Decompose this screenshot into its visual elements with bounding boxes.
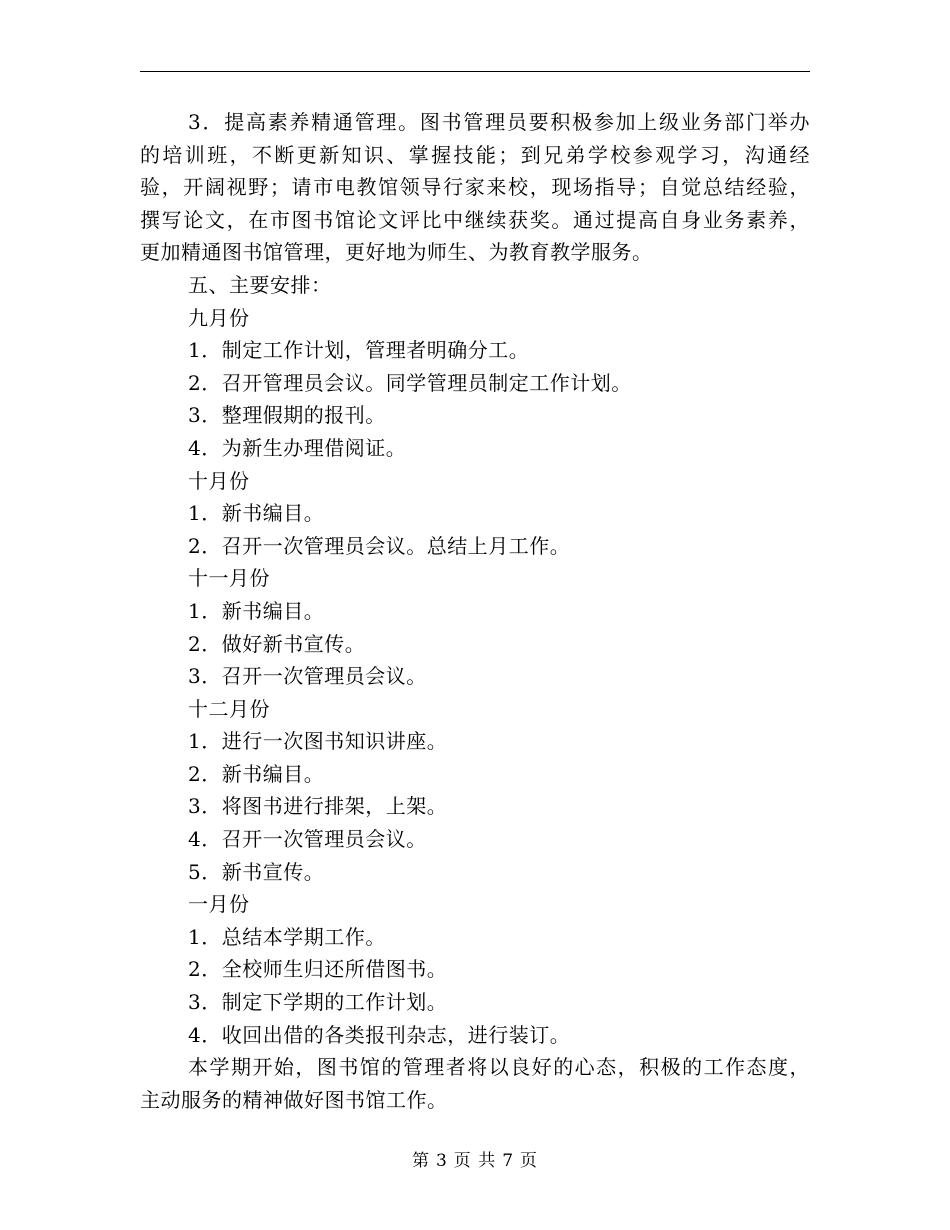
list-item: 1．新书编目。 [188,598,325,623]
paragraph-line: 3．提高素养精通管理。图书管理员要积极参加上级业务部门举办 [188,110,810,134]
list-item: 3．召开一次管理员会议。 [188,664,427,689]
list-item: 2．做好新书宣传。 [188,631,366,656]
list-item: 4．为新生办理借阅证。 [188,435,407,460]
list-item: 1．制定工作计划，管理者明确分工。 [188,338,530,363]
page-footer [0,1150,950,1172]
list-item: 3．将图书进行排架，上架。 [188,794,448,819]
list-item: 4．收回出借的各类报刊杂志，进行装订。 [188,1022,571,1047]
list-item: 2．全校师生归还所借图书。 [188,957,448,982]
month-heading: 一月份 [188,892,250,917]
list-item: 2．新书编目。 [188,761,325,786]
closing-line: 本学期开始，图书馆的管理者将以良好的心态，积极的工作态度， [188,1055,810,1080]
list-item: 1．进行一次图书知识讲座。 [188,729,448,754]
list-item: 2．召开管理员会议。同学管理员制定工作计划。 [188,370,632,395]
list-item: 5．新书宣传。 [188,859,325,884]
list-item: 2．召开一次管理员会议。总结上月工作。 [188,533,571,558]
section-heading: 五、主要安排： [188,272,332,297]
closing-line: 主动服务的精神做好图书馆工作。 [140,1087,448,1112]
header-rule [140,71,810,72]
month-heading: 九月份 [188,305,250,330]
list-item: 4．召开一次管理员会议。 [188,827,427,852]
list-item: 3．制定下学期的工作计划。 [188,990,448,1015]
list-item: 1．新书编目。 [188,501,325,526]
current-page-number: 3 [435,1151,448,1171]
document-body [140,106,810,1116]
paragraph-line: 验，开阔视野；请市电教馆领导行家来校，现场指导；自觉总结经验， [140,175,810,200]
footer-prefix: 第 [411,1151,430,1171]
month-heading: 十一月份 [188,566,270,591]
total-pages-number: 7 [502,1151,515,1171]
footer-middle: 页 共 [453,1151,497,1171]
paragraph-line: 撰写论文，在市图书馆论文评比中继续获奖。通过提高自身业务素养， [140,207,810,232]
list-item: 1．总结本学期工作。 [188,924,386,949]
list-item: 3．整理假期的报刊。 [188,403,386,428]
month-heading: 十二月份 [188,696,270,721]
month-heading: 十月份 [188,468,250,493]
footer-suffix: 页 [520,1151,539,1171]
paragraph-line: 的培训班，不断更新知识、掌握技能；到兄弟学校参观学习，沟通经 [140,142,810,167]
paragraph-line: 更加精通图书馆管理，更好地为师生、为教育教学服务。 [140,240,653,265]
